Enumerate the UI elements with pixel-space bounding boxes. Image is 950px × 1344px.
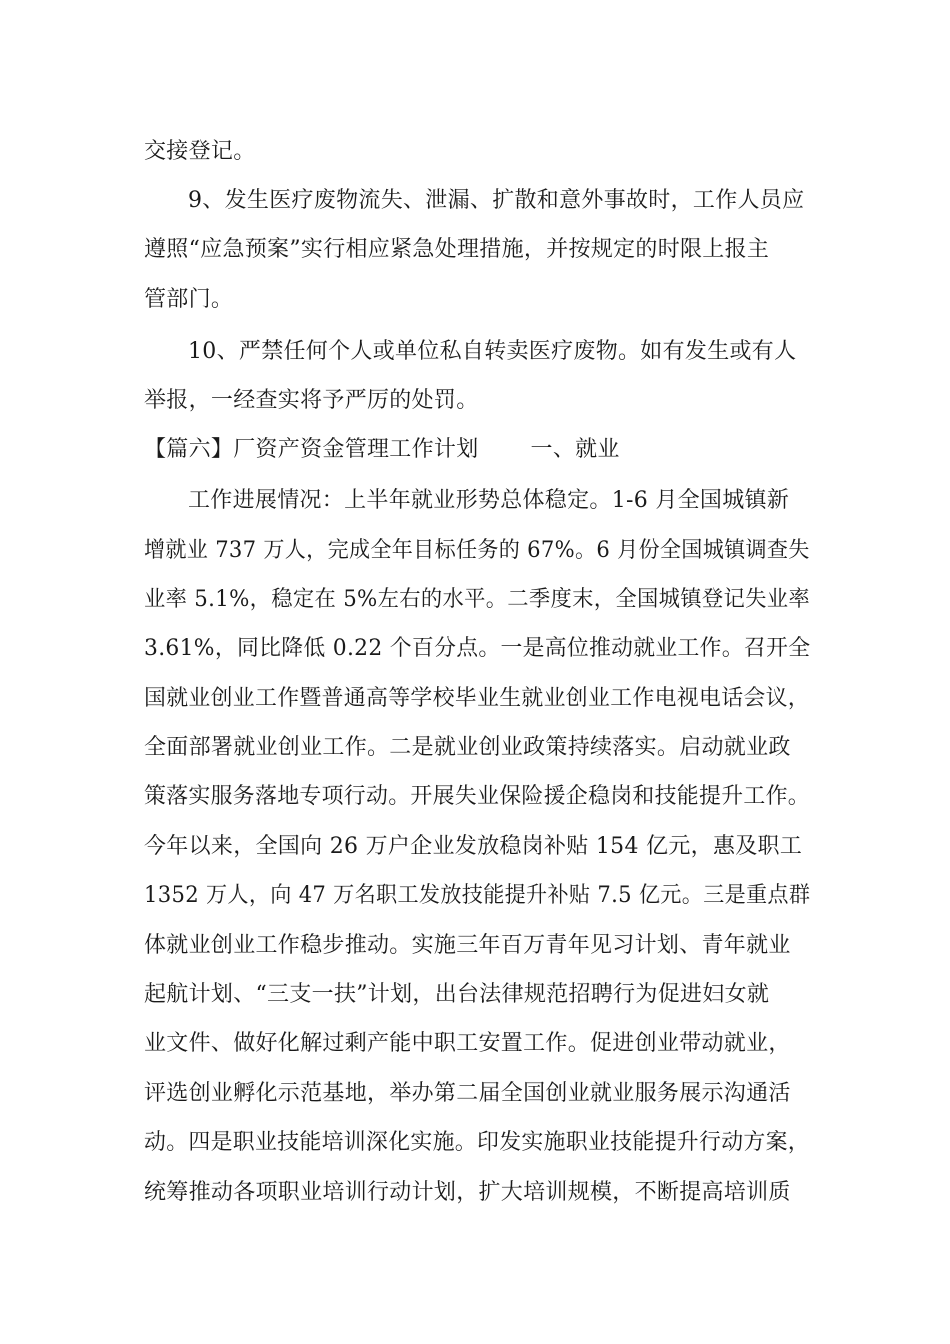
text-line: 举报，一经查实将予严厉的处罚。 — [144, 388, 479, 413]
text-line: 1352 万人，向 47 万名职工发放技能提升补贴 7.5 亿元。三是重点群 — [144, 883, 811, 908]
text-line: 10、严禁任何个人或单位私自转卖医疗废物。如有发生或有人 — [188, 339, 797, 364]
text-line: 统筹推动各项职业培训行动计划，扩大培训规模，不断提高培训质 — [144, 1180, 791, 1205]
heading-title: 【篇六】厂资产资金管理工作计划 — [144, 437, 479, 462]
heading-section: 一、就业 — [530, 437, 620, 462]
text-line: 体就业创业工作稳步推动。实施三年百万青年见习计划、青年就业 — [144, 933, 791, 958]
text-line: 今年以来，全国向 26 万户企业发放稳岗补贴 154 亿元，惠及职工 — [144, 834, 803, 859]
text-line: 增就业 737 万人，完成全年目标任务的 67%。6 月份全国城镇调查失 — [144, 538, 810, 563]
text-line: 动。四是职业技能培训深化实施。印发实施职业技能提升行动方案， — [144, 1130, 811, 1155]
text-line: 遵照“应急预案”实行相应紧急处理措施，并按规定的时限上报主 — [144, 237, 770, 262]
text-line: 业文件、做好化解过剩产能中职工安置工作。促进创业带动就业， — [144, 1031, 791, 1056]
text-line: 评选创业孵化示范基地，举办第二届全国创业就业服务展示沟通活 — [144, 1081, 791, 1106]
text-line: 3.61%，同比降低 0.22 个百分点。一是高位推动就业工作。召开全 — [144, 636, 811, 661]
text-line: 交接登记。 — [144, 139, 256, 164]
text-line: 起航计划、“三支一扶”计划，出台法律规范招聘行为促进妇女就 — [144, 982, 770, 1007]
text-line: 策落实服务落地专项行动。开展失业保险援企稳岗和技能提升工作。 — [144, 784, 811, 809]
text-line: 全面部署就业创业工作。二是就业创业政策持续落实。启动就业政 — [144, 735, 791, 760]
text-line: 管部门。 — [144, 287, 234, 312]
text-line: 工作进展情况：上半年就业形势总体稳定。1-6 月全国城镇新 — [188, 488, 790, 513]
text-line: 国就业创业工作暨普通高等学校毕业生就业创业工作电视电话会议， — [144, 686, 811, 711]
text-line: 9、发生医疗废物流失、泄漏、扩散和意外事故时，工作人员应 — [188, 188, 805, 213]
section-heading — [144, 437, 620, 463]
text-line: 业率 5.1%，稳定在 5%左右的水平。二季度末，全国城镇登记失业率 — [144, 587, 810, 612]
